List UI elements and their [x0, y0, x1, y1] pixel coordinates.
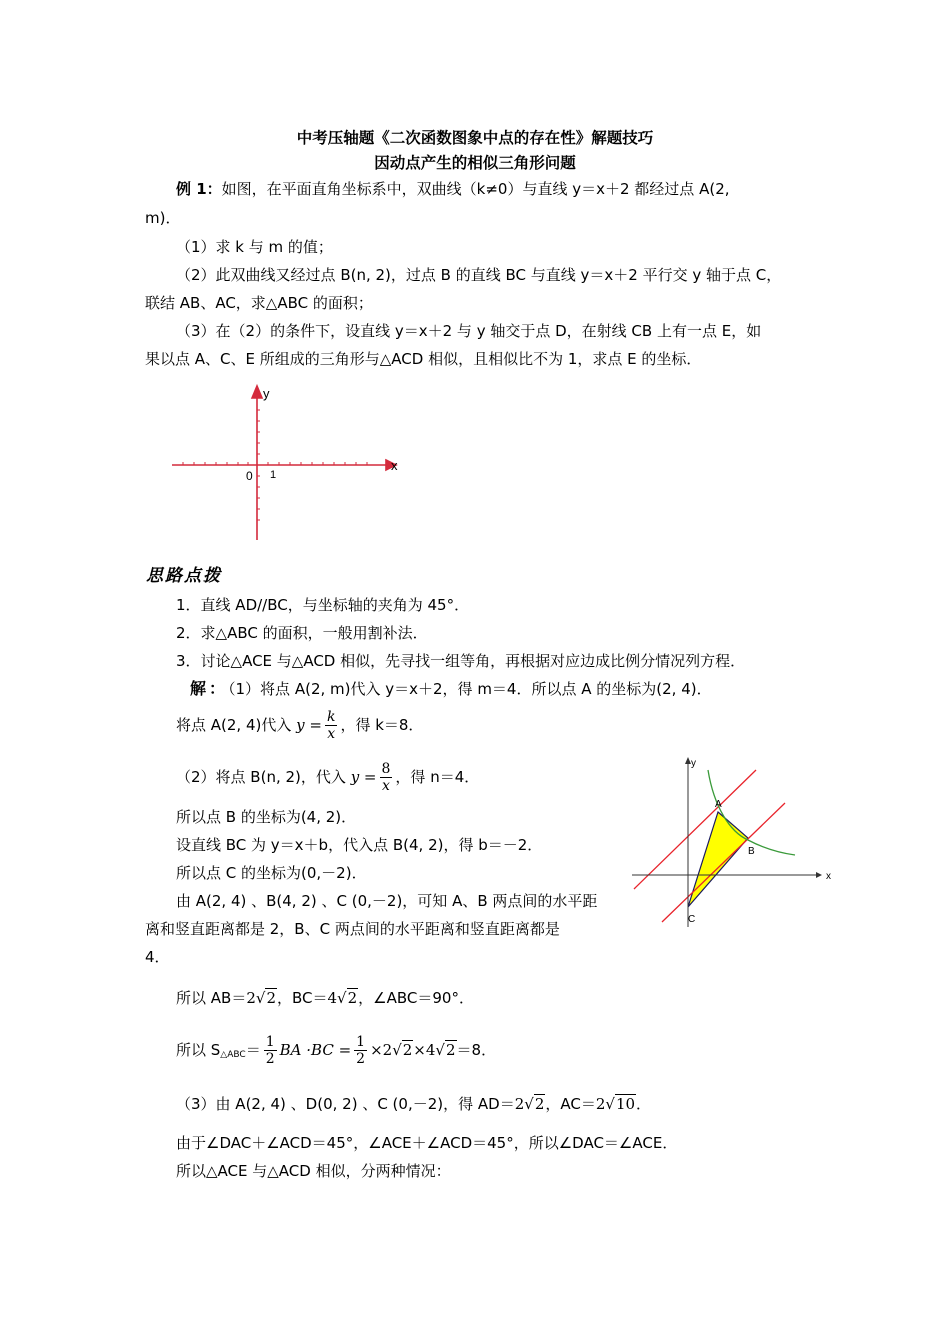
- question-1: （1）求 k 与 m 的值；: [176, 238, 333, 256]
- solution-label: 解：: [190, 679, 229, 698]
- solution-14: 所以△ACE 与△ACD 相似，分两种情况：: [176, 1162, 451, 1180]
- example-line-1: [176, 179, 730, 199]
- solution-7: 由 A(2, 4) 、B(4, 2) 、C (0,－2)，可知 A、B 两点间的水平距: [176, 892, 598, 910]
- solution-5: 设直线 BC 为 y＝x＋b，代入点 B(4, 2)，得 b＝－2．: [176, 836, 543, 854]
- solution-2-y: y =: [296, 716, 322, 734]
- solution-10: 所以 AB＝2√2，BC＝4√2，∠ABC＝90°．: [176, 989, 474, 1007]
- fraction-k-over-x: $\frac{k}{x}$: [326, 709, 336, 742]
- question-2a: （2）此双曲线又经过点 B(n, 2)，过点 B 的直线 BC 与直线 y＝x＋2 平行交 y 轴于点 C，: [176, 266, 782, 284]
- hint-1: 1．直线 AD//BC，与坐标轴的夹角为 45°．: [176, 596, 470, 614]
- bc-value: 4√2: [327, 989, 358, 1007]
- ac-value: 2√10: [595, 1095, 636, 1113]
- axes-y-label: y: [263, 386, 270, 401]
- fraction-half-2: $\frac{1}{2}$: [356, 1034, 366, 1067]
- solution-13: 由于∠DAC＋∠ACD＝45°，∠ACE＋∠ACD＝45°，所以∠DAC＝∠ACE．: [176, 1134, 678, 1152]
- solution-3-post: ，得 n＝4．: [395, 768, 480, 786]
- y-axis-arrow: [252, 386, 262, 398]
- graph-point-c: C: [688, 914, 696, 925]
- solution-text-1: （1）将点 A(2, m)代入 y＝x＋2，得 m＝4．所以点 A 的坐标为(2, 4)．: [228, 680, 712, 698]
- title-sub: 因动点产生的相似三角形问题: [374, 154, 576, 172]
- example-text-1: 如图，在平面直角坐标系中，双曲线（k≠0）与直线 y＝x＋2 都经过点 A(2,: [221, 180, 730, 198]
- question-3b: 果以点 A、C、E 所组成的三角形与△ACD 相似，且相似比不为 1，求点 E 的坐标．: [145, 350, 702, 368]
- solution-3-y: y =: [350, 768, 377, 786]
- ab-value: 2√2: [246, 989, 276, 1007]
- axes-figure: [168, 380, 408, 550]
- solution-2-post: ，得 k＝8．: [340, 716, 424, 734]
- solution-8: 离和竖直距离都是 2，B、C 两点间的水平距离和竖直距离都是: [145, 920, 560, 938]
- example-label: 例 1：: [176, 180, 222, 198]
- triangle-graph: [630, 752, 840, 932]
- fraction-half-1: $\frac{1}{2}$: [265, 1034, 275, 1067]
- solution-9: 4．: [145, 948, 170, 966]
- graph-point-b: B: [748, 846, 755, 857]
- triangle-abc: [688, 812, 748, 907]
- question-2b: 联结 AB、AC，求△ABC 的面积；: [145, 294, 373, 312]
- graph-y-label: y: [691, 758, 696, 769]
- hint-2: 2．求△ABC 的面积，一般用割补法．: [176, 624, 428, 642]
- axes-origin-label: 0: [246, 469, 253, 483]
- hint-3: 3．讨论△ACE 与△ACD 相似，先寻找一组等角，再根据对应边成比例分情况列方程．: [176, 652, 746, 670]
- axes-x-label: x: [391, 458, 398, 473]
- axes-tick-label: 1: [270, 469, 277, 481]
- ad-value: 2√2: [514, 1095, 545, 1113]
- graph-x-arrow: [816, 872, 822, 878]
- solution-1: [190, 679, 712, 699]
- solution-4: 所以点 B 的坐标为(4, 2)．: [176, 808, 357, 826]
- solution-3-pre: （2）将点 B(n, 2)，代入: [176, 768, 346, 786]
- graph-point-a: A: [715, 799, 722, 810]
- hints-heading: 思路点拨: [146, 566, 222, 586]
- solution-11: 所以 $S_{\triangle ABC}=$ $\frac{1}{2}$ BA ·BC = $\frac{1}{2}$ ×2√2×4√2＝8．: [176, 1034, 497, 1067]
- solution-2: [176, 705, 423, 745]
- solution-6: 所以点 C 的坐标为(0,－2)．: [176, 864, 367, 882]
- fraction-8-over-x: $\frac{8}{x}$: [381, 761, 391, 794]
- solution-3: [176, 757, 479, 797]
- graph-x-label: x: [826, 871, 831, 882]
- example-line-2: m)．: [145, 209, 181, 227]
- title-main: 中考压轴题《二次函数图象中点的存在性》解题技巧: [296, 129, 654, 147]
- solution-12: （3）由 A(2, 4) 、D(0, 2) 、C (0,－2)，得 AD＝2√2，AC＝2√10．: [176, 1095, 652, 1113]
- solution-2-pre: 将点 A(2, 4)代入: [176, 716, 292, 734]
- question-3a: （3）在（2）的条件下，设直线 y＝x＋2 与 y 轴交于点 D，在射线 CB 上有一点 E，如: [176, 322, 762, 340]
